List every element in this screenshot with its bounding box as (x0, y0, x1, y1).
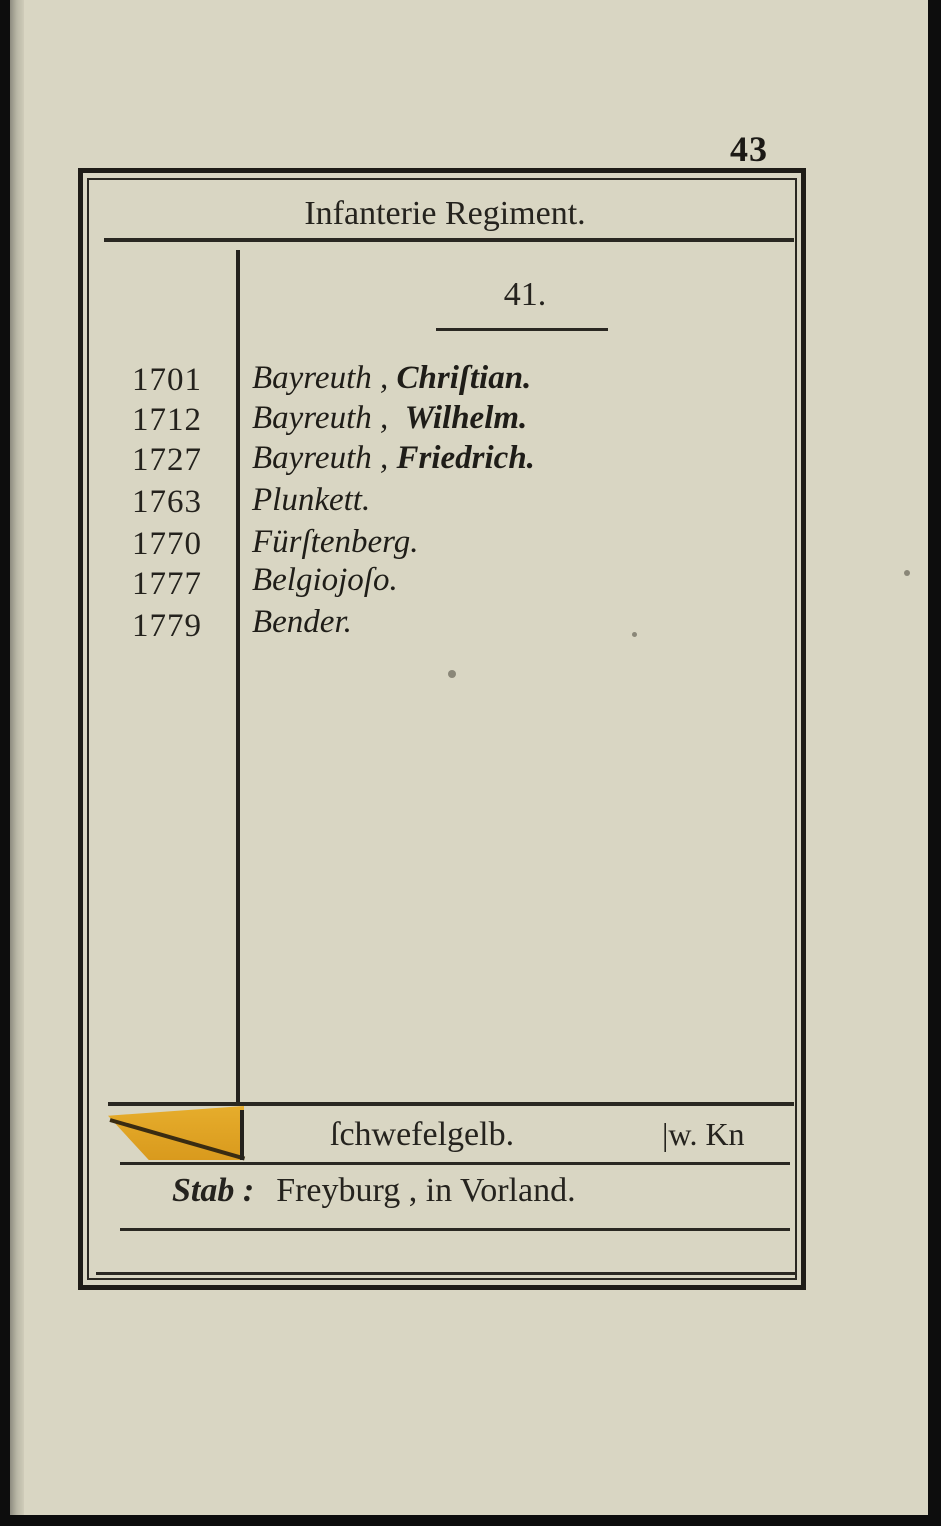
owner-name (252, 604, 772, 641)
owner-surname: Bender. (252, 604, 352, 640)
header-rule (104, 238, 794, 242)
owner-given-name: Wilhelm. (404, 400, 528, 436)
owner-surname: Bayreuth , (252, 440, 389, 476)
owner-name (252, 400, 772, 437)
owner-surname: Bayreuth , (252, 400, 389, 436)
owner-given-name: Friedrich. (396, 440, 535, 476)
ink-speck (448, 670, 456, 678)
owner-year: 1727 (132, 442, 202, 478)
owner-year: 1779 (132, 608, 202, 644)
button-colour: |w. Kn (662, 1116, 745, 1152)
regiment-number-underline (436, 328, 608, 331)
owner-year: 1770 (132, 526, 202, 562)
owner-name (252, 562, 772, 599)
owner-surname: Belgiojoſo. (252, 562, 398, 598)
page-title: Infanterie Regiment. (304, 195, 586, 232)
owner-year: 1712 (132, 402, 202, 438)
stab-location: Freyburg , in Vorland. (276, 1172, 576, 1209)
uniform-top-rule (108, 1102, 794, 1106)
ink-speck (632, 632, 637, 637)
lower-rule (96, 1272, 796, 1275)
stab-rule (120, 1228, 790, 1231)
uniform-bottom-rule (120, 1162, 790, 1165)
stab-line (172, 1172, 772, 1210)
owner-name (252, 524, 772, 561)
owner-name (252, 440, 772, 477)
owner-year: 1701 (132, 362, 202, 398)
tab-edge (240, 1110, 244, 1160)
ink-speck (904, 570, 910, 576)
owner-name (252, 482, 772, 519)
owner-year: 1763 (132, 484, 202, 520)
owner-surname: Plunkett. (252, 482, 371, 518)
owner-given-name: Chriſtian. (396, 360, 532, 396)
facing-colour: ſchwefelgelb. (330, 1116, 515, 1153)
page-spine (10, 0, 24, 1515)
owner-year: 1777 (132, 566, 202, 602)
page-number: 43 (730, 129, 768, 169)
owner-name (252, 360, 772, 397)
owner-surname: Bayreuth , (252, 360, 389, 396)
owner-surname: Fürſtenberg. (252, 524, 419, 560)
regiment-number: 41. (503, 276, 547, 313)
column-divider (236, 250, 240, 1102)
stab-label: Stab : (172, 1172, 255, 1209)
